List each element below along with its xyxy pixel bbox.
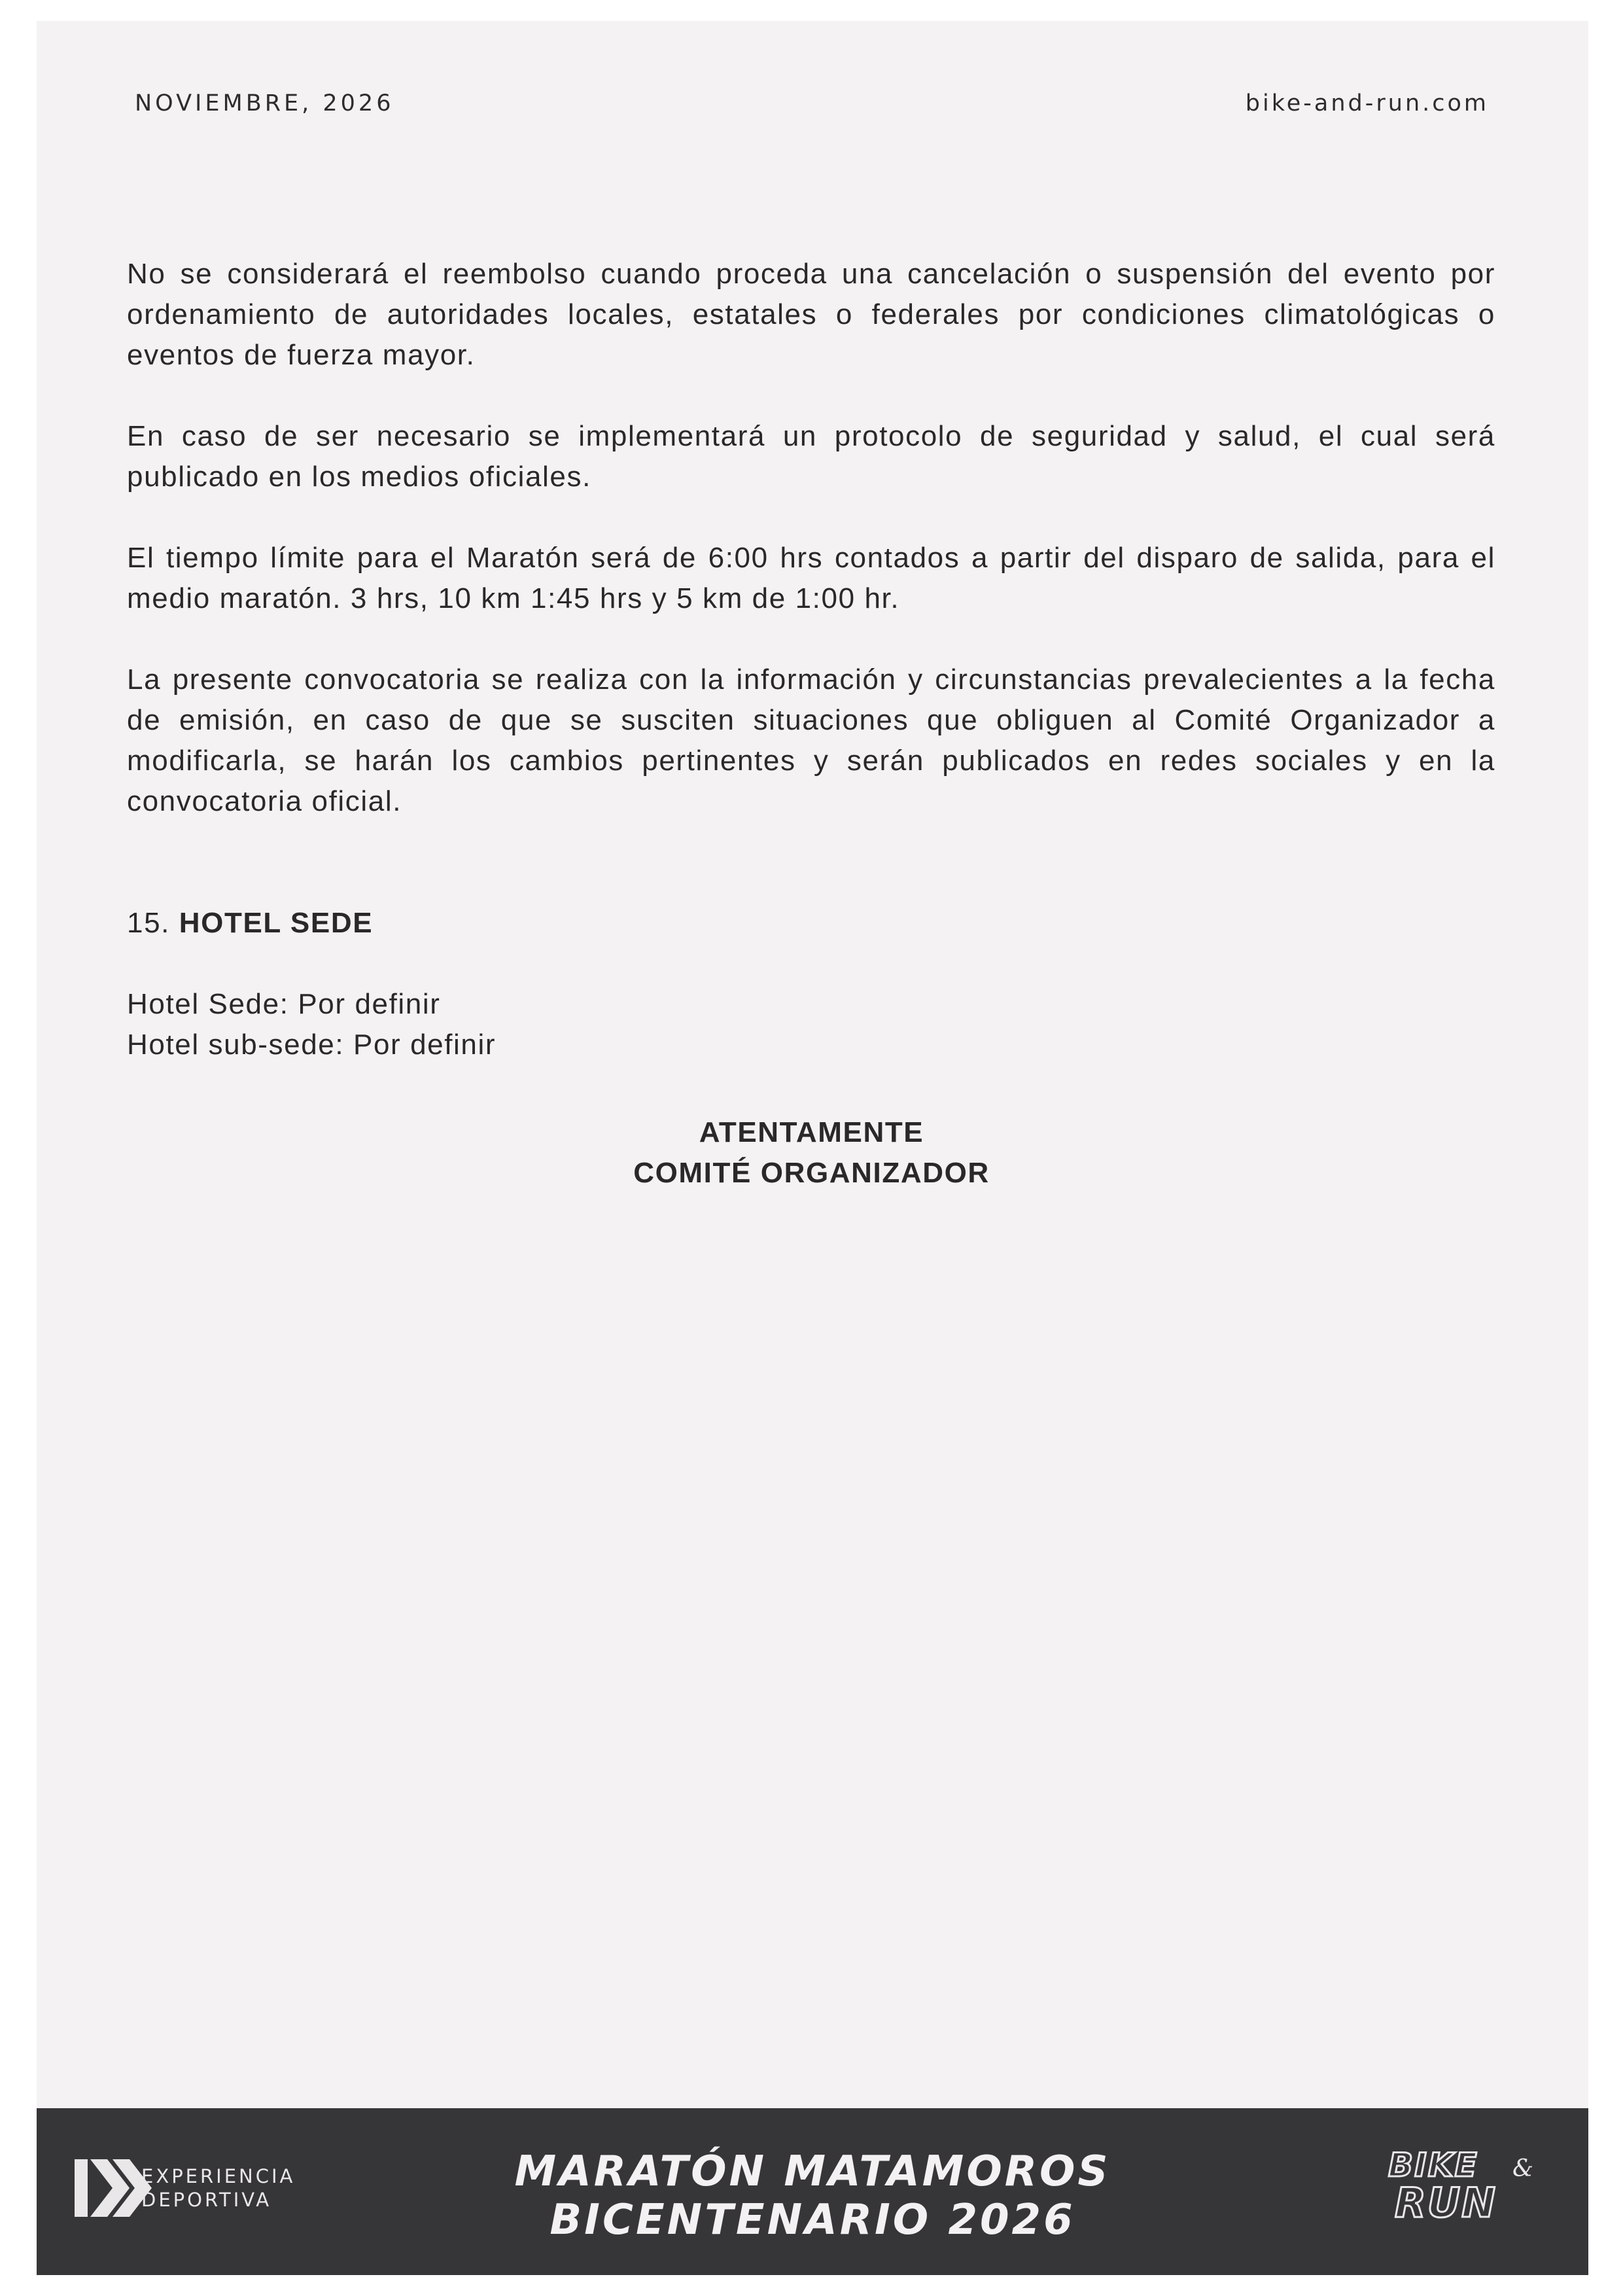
event-title-line2: BICENTENARIO 2026 (550, 2196, 1075, 2244)
paragraph-protocol: En caso de ser necesario se implementará un protocolo de seguridad y salud, el cual será publicado en los medios oficiales. (127, 420, 1495, 493)
paragraph-refund: No se considerará el reembolso cuando proceda una cancelación o suspensión del evento por ordenamiento de autoridades locales, estatales o federales por condiciones climatológicas o eventos de fuerza mayor. (127, 258, 1495, 371)
hotel-subsede: Hotel sub-sede: Por definir (127, 1029, 497, 1061)
logo-line1: EXPERIENCIA (141, 2165, 296, 2187)
signature-line2: COMITÉ ORGANIZADOR (633, 1157, 990, 1189)
logo-run-text: RUN (1395, 2179, 1497, 2227)
document-body (127, 254, 1495, 1065)
header-website: bike-and-run.com (1245, 90, 1489, 116)
hotel-sede: Hotel Sede: Por definir (127, 988, 441, 1020)
hotel-info (127, 984, 1495, 1065)
footer-bar (37, 2108, 1588, 2275)
section-title: HOTEL SEDE (179, 907, 374, 939)
signature-line1: ATENTAMENTE (699, 1116, 924, 1148)
paragraph-convocatoria: La presente convocatoria se realiza con la información y circunstancias prevalecientes a la fecha de emisión, en caso de que se susciten situaciones que obliguen al Comité Organizador a modificarla, se harán los cambios pertinentes y serán publicados en redes sociales y en la convocatoria oficial. (127, 663, 1495, 817)
section-number: 15. (127, 907, 170, 939)
paragraph-time-limit: El tiempo límite para el Maratón será de 6:00 hrs contados a partir del disparo de salida, para el medio maratón. 3 hrs, 10 km 1:45 hrs y 5 km de 1:00 hr. (127, 542, 1495, 614)
logo-ampersand: & (1512, 2155, 1534, 2182)
section-heading-hotel (127, 903, 1495, 944)
event-title (37, 2147, 1588, 2244)
logo-line2: DEPORTIVA (141, 2189, 272, 2211)
event-title-line1: MARATÓN MATAMOROS (514, 2147, 1111, 2196)
header-date: NOVIEMBRE, 2026 (135, 90, 394, 116)
signature-block (0, 1112, 1623, 1193)
logo-bike-text: BIKE (1388, 2146, 1478, 2184)
bike-and-run-logo (1384, 2146, 1561, 2225)
